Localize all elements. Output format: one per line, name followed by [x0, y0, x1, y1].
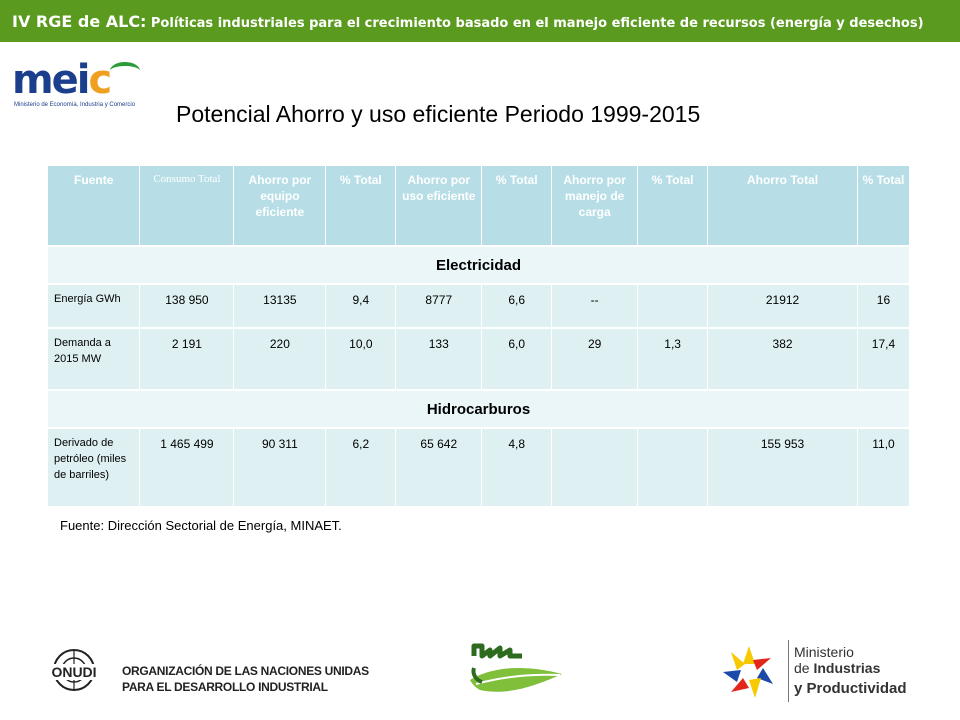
table-cell: 21912	[708, 284, 858, 328]
table-cell: 90 311	[234, 428, 326, 506]
table-cell: 17,4	[857, 328, 909, 390]
onudi-name-line2: PARA EL DESARROLLO INDUSTRIAL	[122, 680, 328, 694]
table-cell: 4,8	[482, 428, 552, 506]
table-cell: 155 953	[708, 428, 858, 506]
table-header-row	[48, 166, 910, 246]
logo-divider	[788, 640, 789, 702]
table-cell: 138 950	[140, 284, 234, 328]
meic-tagline: Ministerio de Economía, Industria y Comercio	[14, 102, 136, 108]
banner-main-title: IV RGE de ALC:	[12, 12, 147, 31]
meic-swoosh-icon	[110, 62, 140, 80]
table-cell: 1,3	[638, 328, 708, 390]
savings-table	[48, 166, 910, 506]
col-header: % Total	[326, 166, 396, 246]
row-label: Derivado de petróleo (miles de barriles)	[48, 428, 140, 506]
table-row	[48, 284, 910, 328]
table-row	[48, 328, 910, 390]
table-cell: --	[552, 284, 638, 328]
table-cell: 65 642	[396, 428, 482, 506]
leaf-factory-logo-icon	[466, 640, 570, 704]
table-cell: 133	[396, 328, 482, 390]
col-header: % Total	[482, 166, 552, 246]
table-cell: 9,4	[326, 284, 396, 328]
table-cell: 220	[234, 328, 326, 390]
ministerio-industrias-logo	[716, 636, 916, 708]
table-cell: 6,6	[482, 284, 552, 328]
ecuador-sun-emblem-icon	[716, 642, 782, 702]
table-cell: 29	[552, 328, 638, 390]
table-cell	[552, 428, 638, 506]
col-header: Ahorro por equipo eficiente	[234, 166, 326, 246]
table-cell: 1 465 499	[140, 428, 234, 506]
meic-logo	[12, 56, 152, 120]
table-cell: 6,2	[326, 428, 396, 506]
table-cell: 10,0	[326, 328, 396, 390]
section-row-electricidad	[48, 246, 910, 284]
table-cell	[638, 284, 708, 328]
section-title: Electricidad	[48, 246, 910, 284]
source-note: Fuente: Dirección Sectorial de Energía, MINAET.	[60, 518, 342, 533]
col-header: Ahorro por uso eficiente	[396, 166, 482, 246]
header-banner	[0, 0, 960, 42]
table-cell: 2 191	[140, 328, 234, 390]
col-header: Consumo Total	[140, 166, 234, 246]
svg-text:ONUDI: ONUDI	[51, 664, 97, 680]
table-cell: 16	[857, 284, 909, 328]
col-header: Ahorro por manejo de carga	[552, 166, 638, 246]
table-cell: 382	[708, 328, 858, 390]
banner-subtitle: Políticas industriales para el crecimiento basado en el manejo eficiente de recursos (energía y desechos)	[150, 16, 924, 31]
table-row	[48, 428, 910, 506]
section-row-hidrocarburos	[48, 390, 910, 428]
ministry-line2: de Industrias	[794, 660, 881, 676]
col-header: % Total	[638, 166, 708, 246]
table-cell: 8777	[396, 284, 482, 328]
row-label: Demanda a 2015 MW	[48, 328, 140, 390]
page-title: Potencial Ahorro y uso eficiente Periodo 1999-2015	[176, 101, 701, 127]
section-title: Hidrocarburos	[48, 390, 910, 428]
ministry-line3: y Productividad	[794, 680, 907, 697]
table-cell: 13135	[234, 284, 326, 328]
ministry-line1: Ministerio	[794, 644, 854, 660]
table-cell: 11,0	[857, 428, 909, 506]
table-cell: 6,0	[482, 328, 552, 390]
col-header: % Total	[857, 166, 909, 246]
table-cell	[638, 428, 708, 506]
meic-wordmark: meic	[12, 57, 111, 103]
row-label: Energía GWh	[48, 284, 140, 328]
col-header: Ahorro Total	[708, 166, 858, 246]
col-header: Fuente	[48, 166, 140, 246]
onudi-name-line1: ORGANIZACIÓN DE LAS NACIONES UNIDAS	[122, 664, 369, 678]
onudi-logo	[42, 648, 369, 698]
un-emblem-icon	[42, 648, 106, 698]
